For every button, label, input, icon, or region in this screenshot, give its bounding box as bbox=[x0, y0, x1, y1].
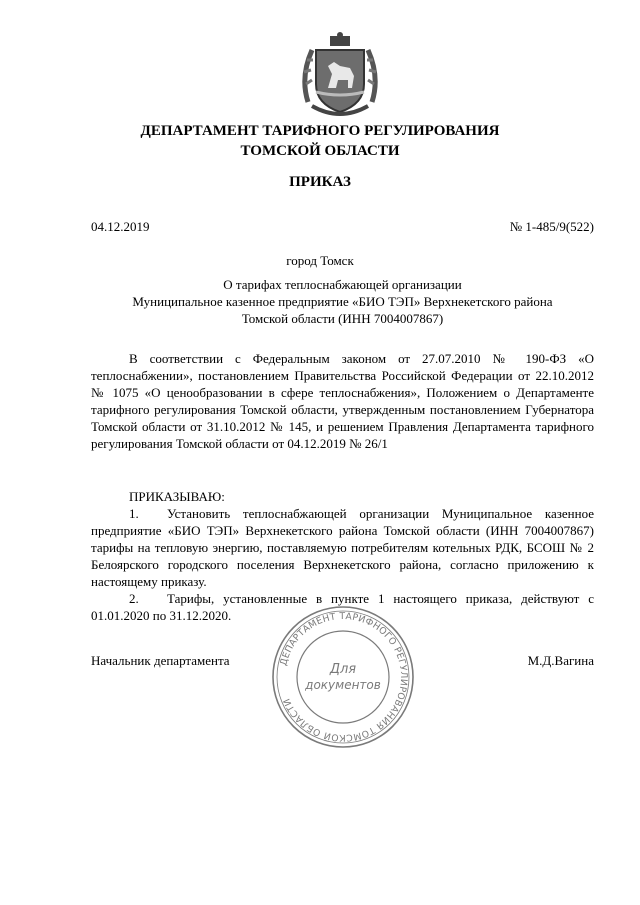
item-text: Установить теплоснабжающей организации Муниципальное казенное предприятие «БИО ТЭП» Верхнекетского района Томской области (ИНН 7004007867) тарифы на тепловую энергию, поставляемую потребителям котельных РДК, БСОШ № 2 Белоярского городского поселения Верхнекетского района, согласно приложению к настоящему приказу. bbox=[91, 506, 594, 589]
item-number: 2. bbox=[129, 591, 139, 606]
signer-title: Начальник департамента bbox=[91, 653, 230, 668]
stamp-center-line-2: документов bbox=[305, 678, 381, 692]
coat-of-arms-icon bbox=[298, 32, 382, 118]
subject-line-2: Муниципальное казенное предприятие «БИО ТЭП» Верхнекетского района bbox=[132, 294, 553, 309]
order-word: ПРИКАЗЫВАЮ: bbox=[129, 489, 225, 504]
signer-name: М.Д.Вагина bbox=[527, 653, 594, 668]
order-number: № 1-485/9(522) bbox=[509, 219, 594, 234]
department-region: ТОМСКОЙ ОБЛАСТИ bbox=[240, 143, 400, 159]
item-number: 1. bbox=[129, 506, 139, 521]
official-stamp bbox=[268, 602, 418, 752]
subject-line-1: О тарифах теплоснабжающей организации bbox=[223, 277, 462, 292]
department-title: ДЕПАРТАМЕНТ ТАРИФНОГО РЕГУЛИРОВАНИЯ bbox=[140, 123, 500, 139]
order-item-1 bbox=[91, 505, 594, 590]
document-type: ПРИКАЗ bbox=[289, 174, 351, 190]
order-date: 04.12.2019 bbox=[91, 219, 150, 234]
subject-line-3: Томской области (ИНН 7004007867) bbox=[241, 311, 444, 326]
stamp-ring-text: ДЕПАРТАМЕНТ ТАРИФНОГО РЕГУЛИРОВАНИЯ ТОМСКОЙ ОБЛАСТИ bbox=[278, 610, 410, 744]
order-subject bbox=[91, 276, 594, 327]
stamp-center-line-1: Для bbox=[329, 662, 357, 677]
city: город Томск bbox=[286, 253, 354, 268]
preamble-paragraph: В соответствии с Федеральным законом от 27.07.2010 № 190-ФЗ «О теплоснабжении», постановлением Правительства Российской Федерации от 22.10.2012 № 1075 «О ценообразовании в сфере теплоснабжения», Положением о Департаменте тарифного регулирования Томской области, утвержденным постановлением Губернатора Томской области от 31.10.2012 № 145, и решением Правления Департамента тарифного регулирования Томской области от 04.12.2019 № 26/1 bbox=[91, 351, 594, 451]
item-text: Тарифы, установленные в пункте 1 настоящего приказа, действуют с 01.01.2020 по 31.12.2020. bbox=[91, 591, 594, 623]
